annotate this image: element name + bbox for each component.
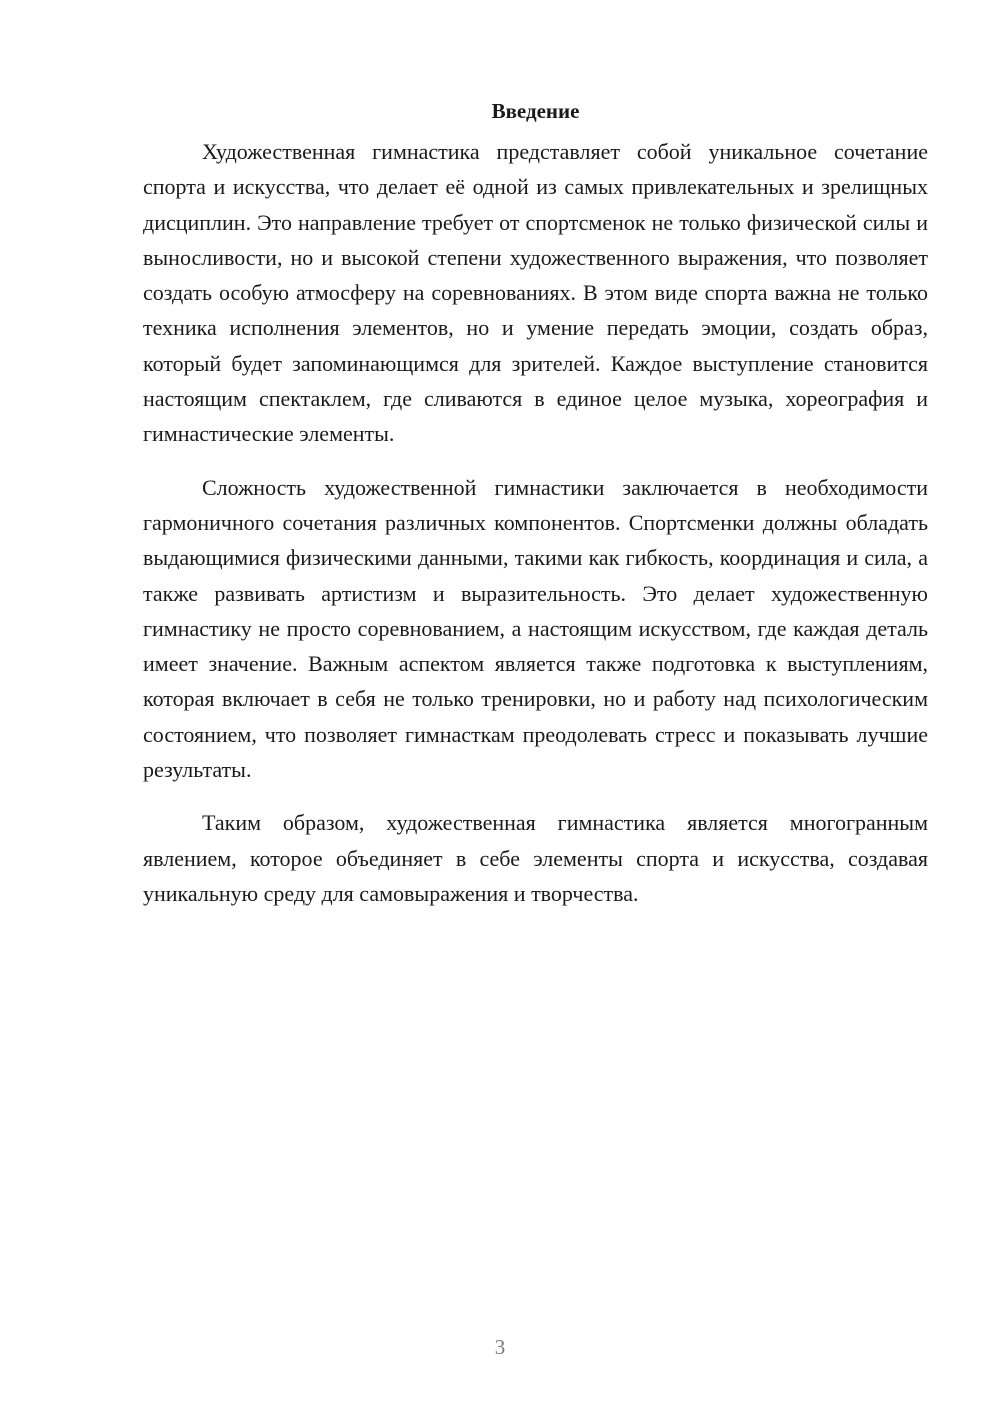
paragraph-complexity: Сложность художественной гимнастики заключается в необходимости гармоничного сочетания различных компонентов. Спортсменки должны обладать выдающимися физическими данными, такими как гибкость, координация и сила, а также развивать артистизм и выразительность. Это делает художественную гимнастику не просто соревнованием, а настоящим искусством, где каждая деталь имеет значение. Важным аспектом является также подготовка к выступлениям, которая включает в себя не только тренировки, но и работу над психологическим состоянием, что позволяет гимнасткам преодолевать стресс и показывать лучшие результаты.	[143, 474, 928, 783]
paragraph-intro: Художественная гимнастика представляет собой уникальное сочетание спорта и искусства, что делает её одной из самых привлекательных и зрелищных дисциплин. Это направление требует от спортсменок не только физической силы и выносливости, но и высокой степени художественного выражения, что позволяет создать особую атмосферу на соревнованиях. В этом виде спорта важна не только техника исполнения элементов, но и умение передать эмоции, создать образ, который будет запоминающимся для зрителей. Каждое выступление становится настоящим спектаклем, где сливаются в единое целое музыка, хореография и гимнастические элементы.	[143, 139, 928, 447]
paragraph-conclusion: Таким образом, художественная гимнастика является многогранным явлением, которое объединяет в себе элементы спорта и искусства, создавая уникальную среду для самовыражения и творчества.	[143, 810, 928, 906]
page-number: 3	[494, 1335, 506, 1359]
document-body	[143, 97, 928, 929]
section-heading: Введение	[491, 99, 580, 123]
